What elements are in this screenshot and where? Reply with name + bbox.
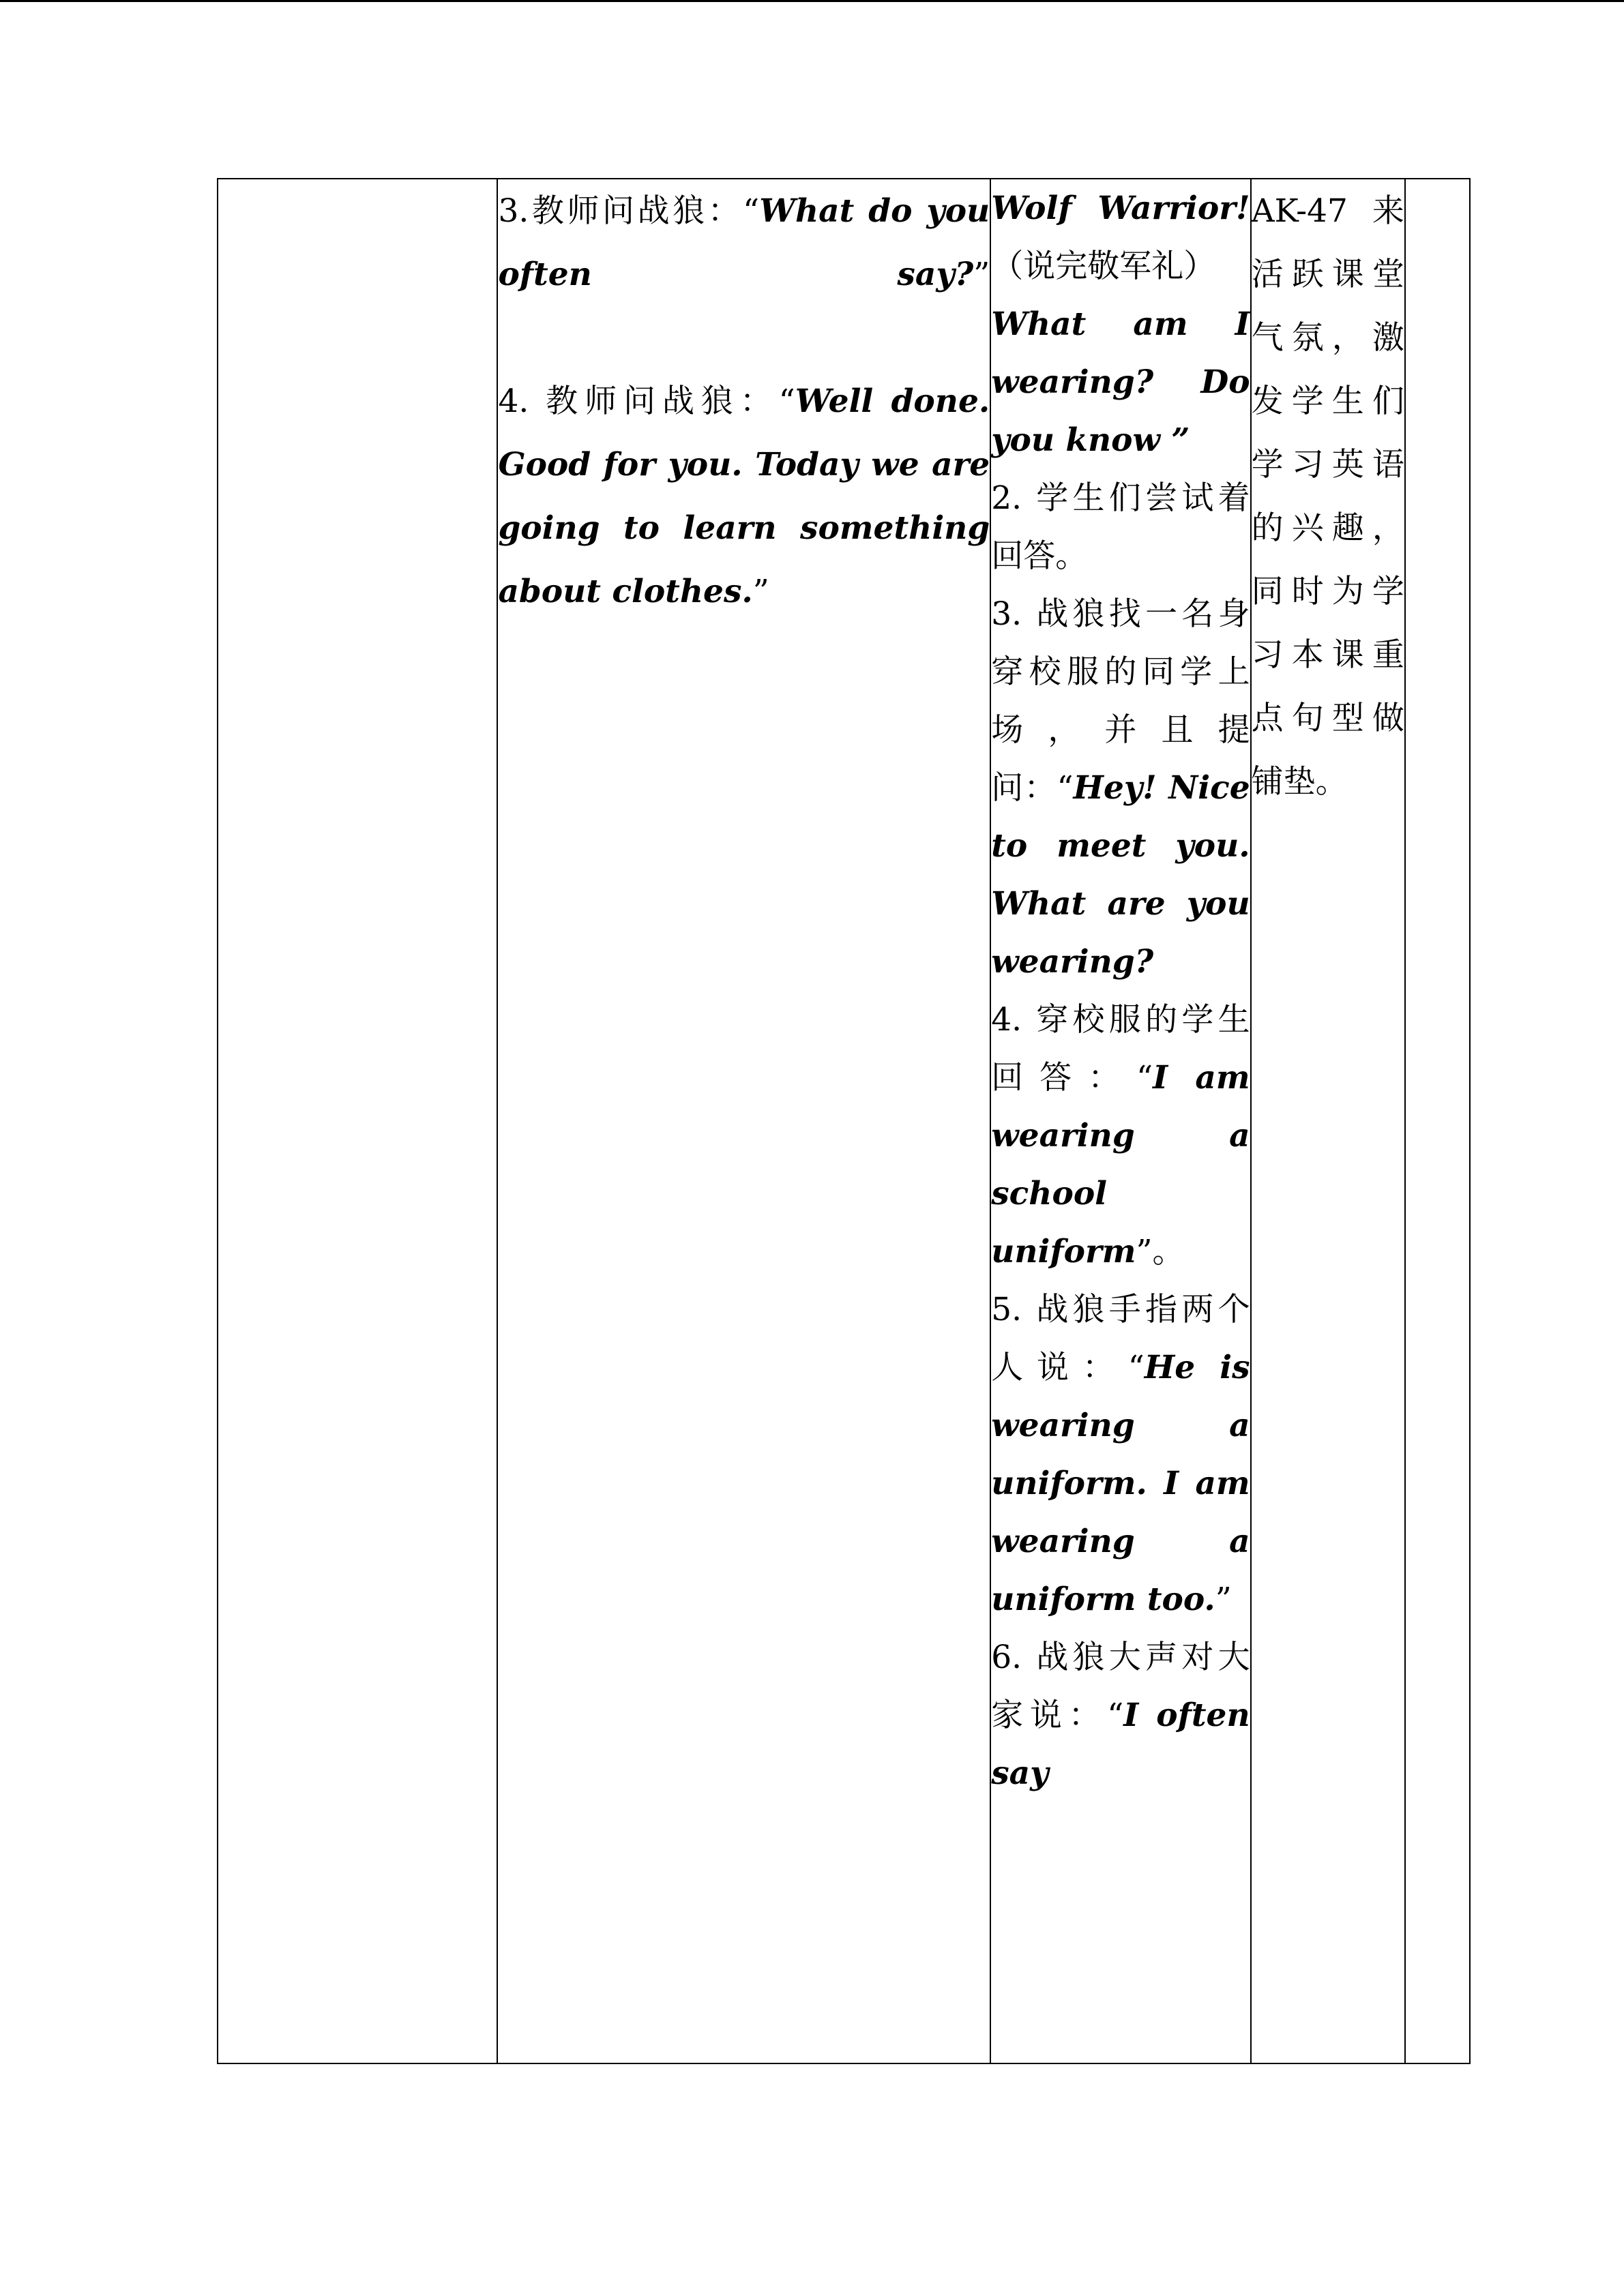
step-3-chinese: 3. 战狼找一名身穿校服的同学上场，并且提问：“ (991, 595, 1250, 807)
student-step-3 (991, 585, 1250, 991)
teacher-q3-close: ” (973, 256, 990, 293)
page-top-border (0, 0, 1624, 2)
step-5-close: ” (1215, 1581, 1232, 1618)
paragraph-gap (498, 306, 990, 370)
teacher-q3-prefix: 3.教师问战狼：“ (498, 192, 760, 230)
table-row (218, 179, 1470, 2063)
student-step-2: 2. 学生们尝试着回答。 (991, 479, 1250, 575)
teacher-q4-english: Well done. Good for you. Today we are going to learn something about clothes. (498, 383, 990, 610)
stage-cell (218, 179, 497, 2063)
teacher-question-4 (498, 370, 990, 623)
what-am-i-wearing-english: What am I wearing? Do you know ” (991, 305, 1250, 459)
step-5-english: He is wearing a uniform. I am wearing a uniform too. (991, 1349, 1250, 1618)
step-6-chinese: 6. 战狼大声对大家说：“ (991, 1639, 1250, 1734)
teacher-question-3-line1 (498, 179, 990, 306)
step-4-chinese: 4. 穿校服的学生回答：“ (991, 1001, 1250, 1097)
lesson-plan-table (217, 178, 1471, 2064)
wolf-warrior-english: Wolf Warrior! (991, 190, 1250, 227)
notes-cell (1405, 179, 1470, 2063)
teacher-activity-cell (497, 179, 990, 2063)
teacher-q4-close: ” (752, 573, 769, 610)
step-4-english: I am wearing a school uniform (991, 1059, 1250, 1270)
teacher-q3-english: What do you often say? (498, 192, 990, 293)
step-3-english: Hey! Nice to meet you. What are you wearing? (991, 769, 1250, 981)
step-4-close: ”。 (1136, 1233, 1185, 1270)
student-line-what-am-i-wearing (991, 295, 1250, 469)
teacher-q4-prefix: 4. 教师问战狼：“ (498, 383, 795, 420)
step-5-chinese: 5. 战狼手指两个人说：“ (991, 1291, 1250, 1386)
design-purpose-cell (1251, 179, 1405, 2063)
student-step-5 (991, 1281, 1250, 1628)
student-step-6 (991, 1628, 1250, 1802)
design-purpose-text: AK-47来活跃课堂气氛，激发学生们学习英语的兴趣，同时为学习本课重点句型做铺垫。 (1251, 192, 1404, 801)
step-6-english: I often say (991, 1697, 1250, 1792)
student-activity-cell (990, 179, 1250, 2063)
student-step-4 (991, 991, 1250, 1281)
student-line-wolf-warrior (991, 179, 1250, 295)
salute-note: （说完敬军礼） (991, 248, 1216, 285)
